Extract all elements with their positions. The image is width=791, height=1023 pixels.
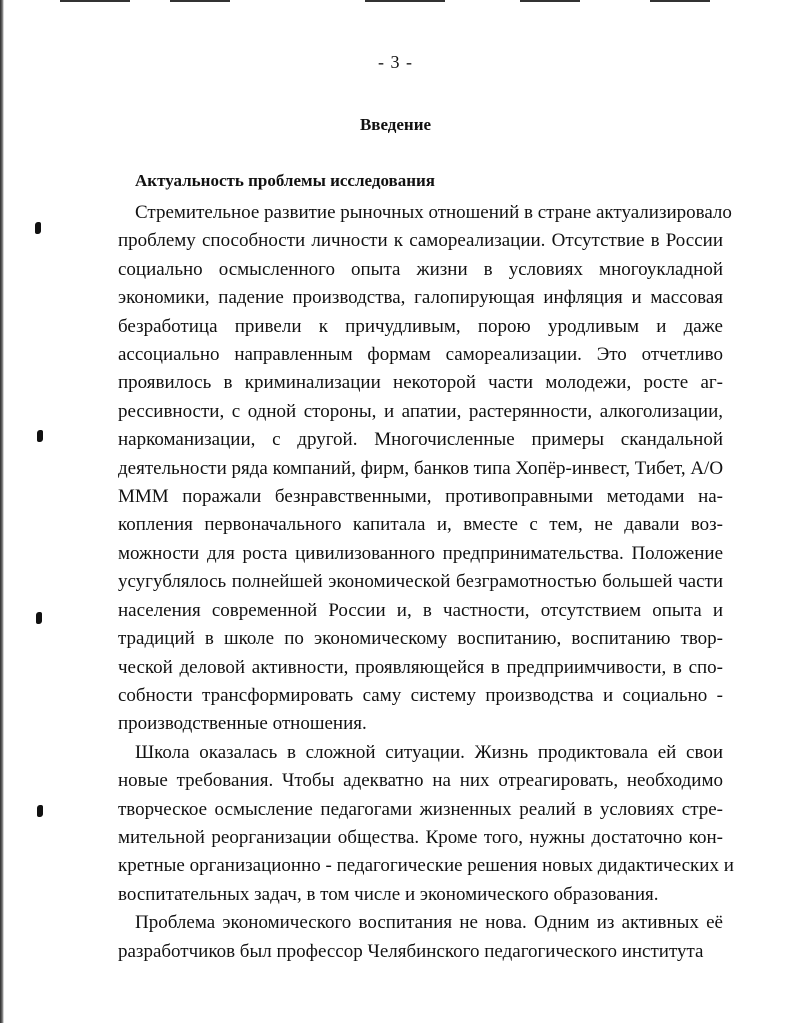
text-line: новые требования. Чтобы адекватно на них отреагировать, необходимо [118, 770, 723, 792]
paragraph [118, 739, 734, 909]
text-line: усугублялось полнейшей экономической безграмотностью большей части [118, 571, 723, 593]
margin-speck [35, 222, 41, 234]
scan-mark [650, 0, 710, 2]
section-title: Введение [359, 115, 432, 134]
text-line: собности трансформировать саму систему производства и социально - [118, 684, 723, 706]
margin-speck [37, 805, 43, 817]
text-line: Проблема экономического воспитания не нова. Одним из активных её [135, 912, 723, 934]
margin-speck [37, 430, 43, 442]
text-line: населения современной России и, в частности, отсутствием опыта и [118, 599, 723, 621]
page-number: - 3 - [378, 52, 413, 72]
text-line: Стремительное развитие рыночных отношений в стране актуализировало [135, 202, 732, 223]
paragraph [118, 909, 723, 966]
text-line: кретные организационно - педагогические решения новых дидактических и [118, 855, 734, 877]
text-line: производственные отношения. [118, 713, 367, 735]
scan-edge [0, 0, 4, 1023]
text-line: мительной реорганизации общества. Кроме того, нужны достаточно кон- [118, 826, 723, 848]
text-line: Школа оказалась в сложной ситуации. Жизнь продиктовала ей свои [135, 741, 723, 763]
text-line: деятельности ряда компаний, фирм, банков типа Хопёр-инвест, Тибет, А/О [118, 457, 724, 479]
text-line: творческое осмысление педагогами жизненных реалий в условиях стре- [118, 798, 723, 820]
scan-mark [365, 0, 445, 2]
text-line: воспитательных задач, в том числе и экономического образования. [118, 883, 659, 905]
text-line: социально осмысленного опыта жизни в условиях многоукладной [118, 258, 723, 280]
text-line: проявилось в криминализации некоторой части молодежи, росте аг- [118, 372, 723, 394]
text-line: можности для роста цивилизованного предпринимательства. Положение [118, 542, 723, 564]
text-line: разработчиков был профессор Челябинского педагогического института [118, 940, 704, 962]
scan-mark [60, 0, 130, 2]
paragraph [118, 199, 732, 739]
text-line: традиций в школе по экономическому воспитанию, воспитанию твор- [118, 628, 723, 650]
text-line: проблему способности личности к самореализации. Отсутствие в России [118, 230, 723, 252]
body-text [118, 199, 734, 966]
text-line: ческой деловой активности, проявляющейся в предприимчивости, в спо- [118, 656, 723, 678]
text-line: экономики, падение производства, галопирующая инфляция и массовая [118, 287, 723, 309]
margin-speck [36, 612, 42, 624]
scan-mark [170, 0, 230, 2]
text-line: наркоманизации, с другой. Многочисленные примеры скандальной [118, 429, 723, 451]
text-line: рессивности, с одной стороны, и апатии, растерянности, алкоголизации, [118, 400, 723, 422]
text-line: безработица привели к причудливым, порою уродливым и даже [118, 315, 723, 337]
scan-mark [520, 0, 580, 2]
text-line: МММ поражали безнравственными, противоправными методами на- [118, 486, 723, 508]
subheading: Актуальность проблемы исследования [135, 171, 435, 190]
text-line: копления первоначального капитала и, вместе с тем, не давали воз- [118, 514, 723, 536]
text-line: ассоциально направленным формам самореализации. Это отчетливо [118, 344, 723, 366]
